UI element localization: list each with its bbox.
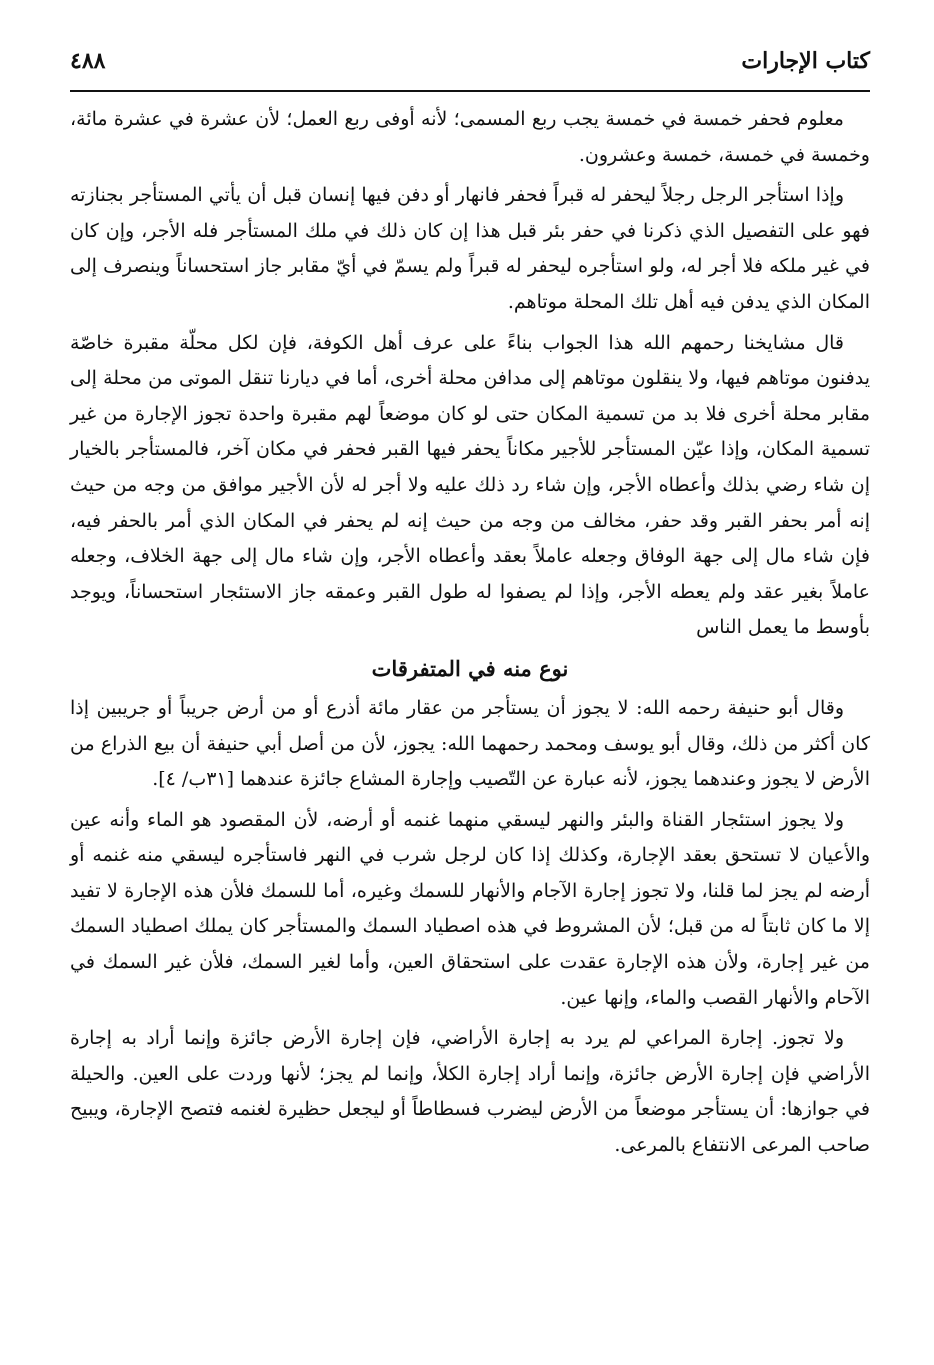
paragraph: وإذا استأجر الرجل رجلاً ليحفر له قبراً فحفر فانهار أو دفن فيها إنسان قبل أن يأتي المستأجر بجنازته فهو على التفصيل الذي ذكرنا في حفر بئر قبل هذا إن كان ذلك في ملك المستأجر فله الأجر، وإن كان في غير ملكه فلا أجر له، ولو استأجره ليحفر له قبراً ولم يسمّ في أيّ مقابر جاز استحساناً وينصرف إلى المكان الذي يدفن فيه أهل تلك المحلة موتاهم. — [70, 184, 870, 313]
section-heading: نوع منه في المتفرقات — [371, 655, 569, 681]
page-number: ٤٨٨ — [70, 48, 106, 74]
paragraph: معلوم فحفر خمسة في خمسة يجب ربع المسمى؛ لأنه أوفى ربع العمل؛ لأن عشرة في عشرة مائة، وخمسة في خمسة، خمسة وعشرون. — [70, 108, 870, 166]
page-header — [70, 40, 870, 90]
header-divider — [70, 90, 870, 92]
paragraph: وقال أبو حنيفة رحمه الله: لا يجوز أن يستأجر من عقار مائة أذرع أو من أرض جريباً أو جريبين إذا كان أكثر من ذلك، وقال أبو يوسف ومحمد رحمهما الله: يجوز، لأن من أصل أبي حنيفة أن بيع الذراع من الأرض لا يجوز وعندهما يجوز، لأنه عبارة عن التّصيب وإجارة المشاع جائزة عندهما [٣١ب/ ٤]. — [70, 696, 870, 791]
paragraph: ولا يجوز استئجار القناة والبئر والنهر ليسقي منهما غنمه أو أرضه، لأن المقصود هو الماء وأنه عين والأعيان لا تستحق بعقد الإجارة، وكذلك إذا كان لرجل شرب في النهر فاستأجره ليسقي منه غنمه أو أرضه لم يجز لما قلنا، ولا تجوز إجارة الآجام والأنهار للسمك وغيره، أما للسمك فلأن هذه الإجارة لا تفيد إلا ما كان ثابتاً له من قبل؛ لأن المشروط في هذه اصطياد السمك والمستأجر كان يملك اصطياد السمك من غير إجارة، ولأن هذه الإجارة عقدت على استحقاق العين، وأما لغير السمك، فلأن غير السمك في الآحام والأنهار القصب والماء، وإنها عين. — [70, 808, 870, 1009]
book-title: كتاب الإجارات — [741, 48, 870, 74]
paragraph: ولا تجوز. إجارة المراعي لم يرد به إجارة الأراضي، فإن إجارة الأرض جائزة وإنما أراد به إجارة الأراضي فإن إجارة الأرض جائزة، وإنما أراد إجارة الكلأ، وإنما لم يجز؛ لأنها وردت على العين. والحيلة في جوازها: أن يستأجر موضعاً من الأرض ليضرب فسطاطاً أو ليجعل حظيرة لغنمه فتصح الإجارة، ويبيح صاحب المرعى الانتفاع بالمرعى. — [70, 1027, 870, 1157]
page-body — [70, 102, 870, 1169]
book-page — [70, 40, 870, 1340]
paragraph: قال مشايخنا رحمهم الله هذا الجواب بناءً على عرف أهل الكوفة، فإن لكل محلّة مقبرة خاصّة يدفنون موتاهم فيها، ولا ينقلون موتاهم إلى مدافن محلة أخرى، أما في ديارنا تنقل الموتى من محلة إلى مقابر محلة أخرى فلا بد من تسمية المكان حتى لو كان موضعاً لهم مقبرة واحدة تجوز الإجارة من غير تسمية المكان، وإذا عيّن المستأجر للأجير مكاناً يحفر فيها القبر فحفر في مكان آخر، فالمستأجر بالخيار إن شاء رضي بذلك وأعطاه الأجر، وإن شاء رد ذلك عليه ولا أجر له لأن الأجير موافق من وجه من حيث إنه أمر بحفر القبر وقد حفر، مخالف من وجه من حيث إنه لم يحفر في المكان الذي أمر بالحفر فيه، فإن شاء مال إلى جهة الوفاق وجعله عاملاً بعقد وأعطاه الأجر، وإن شاء مال إلى جهة الخلاف، وجعله عاملاً بغير عقد ولم يعطه الأجر، وإذا لم يصفوا له طول القبر وعمقه جاز الاستئجار استحساناً، ويوجد بأوسط ما يعمل الناس — [70, 331, 870, 639]
